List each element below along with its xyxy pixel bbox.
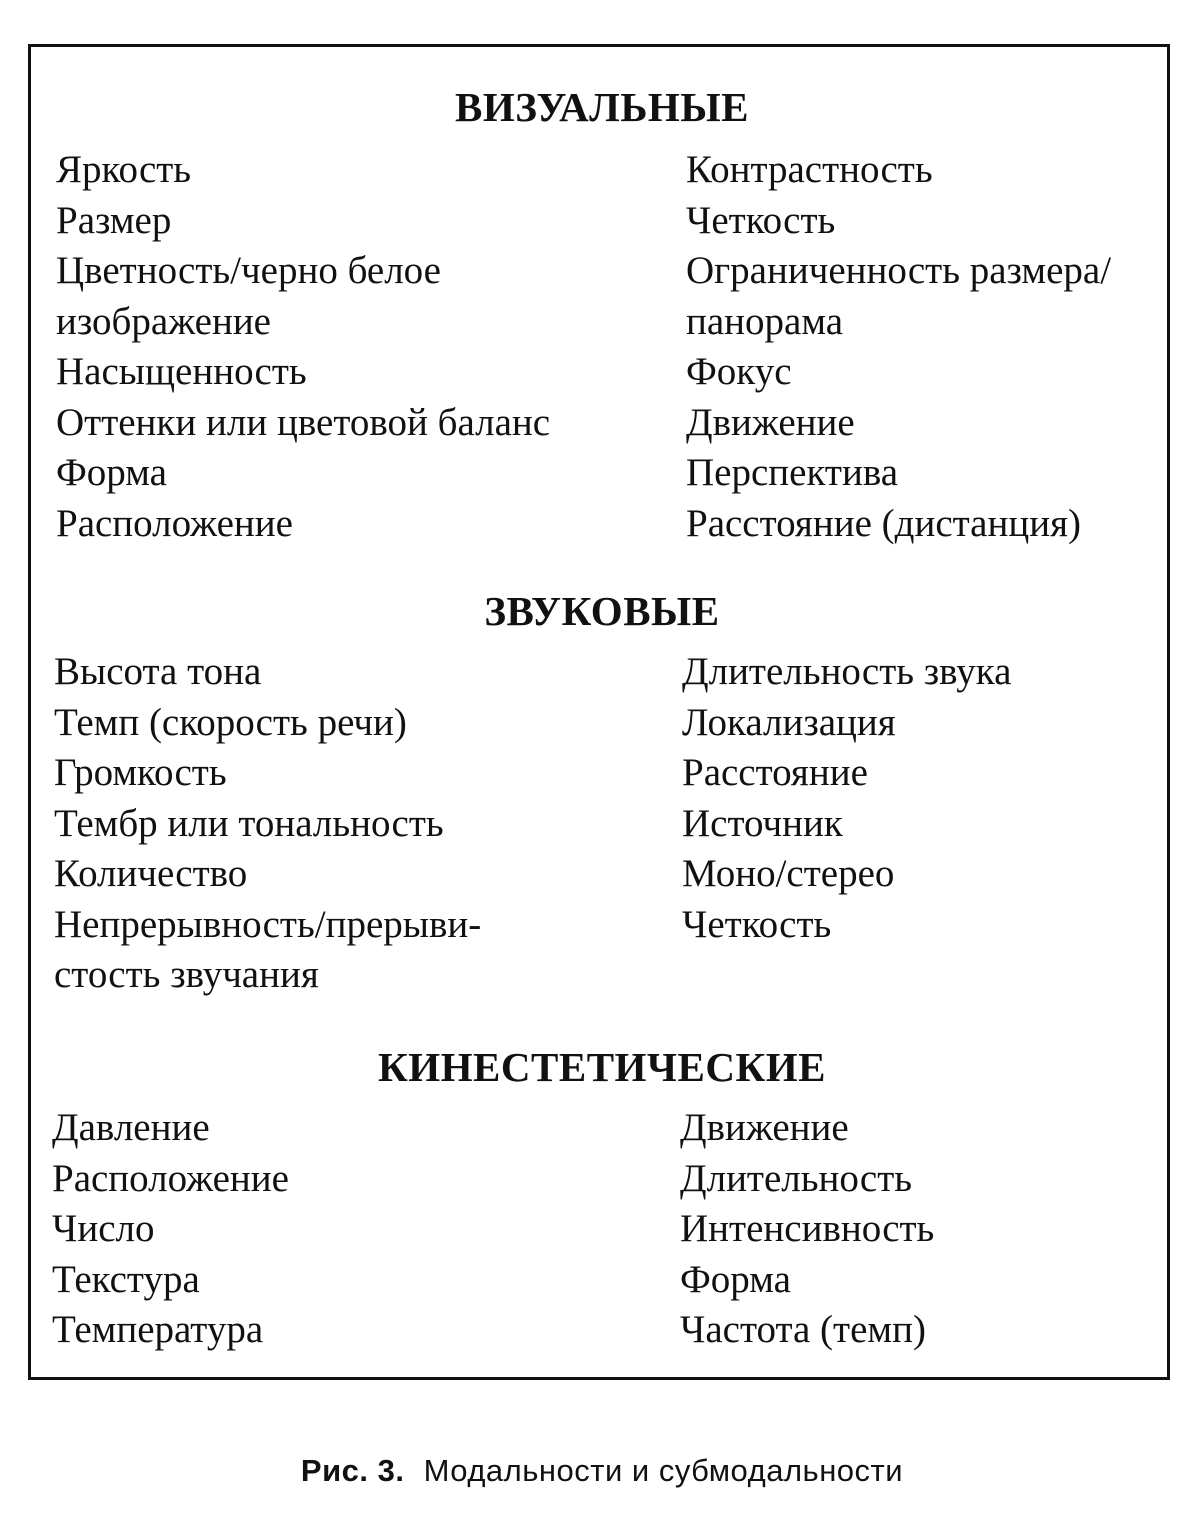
figure-frame bbox=[28, 44, 1170, 1380]
kinesthetic-right-item: Форма bbox=[680, 1257, 791, 1301]
kinesthetic-left-item: Число bbox=[52, 1207, 155, 1250]
visual-left-item: изображение bbox=[56, 299, 271, 343]
auditory-right-item: Длительность звука bbox=[682, 650, 1012, 693]
auditory-left-item: Высота тона bbox=[54, 650, 262, 693]
caption-label: Рис. 3. bbox=[300, 1453, 405, 1488]
auditory-left-item: Темп (скорость речи) bbox=[54, 700, 407, 744]
auditory-left-item: Громкость bbox=[54, 751, 227, 794]
auditory-right-item: Расстояние bbox=[682, 751, 868, 794]
visual-right-list bbox=[686, 145, 1111, 549]
kinesthetic-left-item: Расположение bbox=[52, 1156, 289, 1200]
figure-caption bbox=[0, 1453, 1204, 1489]
visual-left-item: Размер bbox=[56, 198, 172, 242]
visual-left-item: Насыщенность bbox=[56, 350, 307, 393]
kinesthetic-left-item: Температура bbox=[52, 1308, 264, 1351]
auditory-left-item: Непрерывность/прерыви- bbox=[54, 902, 482, 946]
visual-left-item: Яркость bbox=[56, 148, 192, 191]
auditory-left-item: Количество bbox=[54, 852, 248, 895]
visual-right-item: Перспектива bbox=[686, 451, 899, 494]
visual-right-item: Движение bbox=[686, 400, 855, 444]
kinesthetic-left-list bbox=[52, 1103, 289, 1356]
kinesthetic-right-item: Интенсивность bbox=[680, 1207, 935, 1250]
kinesthetic-left-item: Давление bbox=[52, 1106, 210, 1149]
auditory-right-list bbox=[682, 647, 1011, 950]
kinesthetic-right-item: Движение bbox=[680, 1106, 849, 1149]
kinesthetic-right-item: Длительность bbox=[680, 1156, 913, 1200]
visual-left-item: Цветность/черно белое bbox=[56, 249, 441, 292]
section-title-visual: ВИЗУАЛЬНЫЕ bbox=[455, 84, 749, 130]
auditory-left-item: стость звучания bbox=[54, 953, 319, 996]
section-title-auditory: ЗВУКОВЫЕ bbox=[484, 588, 720, 634]
auditory-right-item: Четкость bbox=[682, 902, 832, 946]
auditory-right-item: Источник bbox=[682, 801, 843, 845]
visual-right-item: Расстояние (дистанция) bbox=[686, 501, 1082, 545]
section-title-kinesthetic: КИНЕСТЕТИЧЕСКИЕ bbox=[378, 1044, 826, 1090]
auditory-right-item: Локализация bbox=[682, 700, 896, 744]
auditory-left-item: Тембр или тональность bbox=[54, 801, 444, 845]
visual-left-item: Форма bbox=[56, 451, 167, 494]
visual-left-item: Оттенки или цветовой баланс bbox=[56, 400, 551, 444]
auditory-left-list bbox=[54, 647, 481, 1001]
visual-right-item: панорама bbox=[686, 299, 844, 343]
visual-left-list bbox=[56, 145, 550, 549]
kinesthetic-right-item: Частота (темп) bbox=[680, 1308, 926, 1351]
auditory-right-item: Моно/стерео bbox=[682, 852, 895, 895]
visual-left-item: Расположение bbox=[56, 501, 293, 545]
kinesthetic-left-item: Текстура bbox=[52, 1257, 200, 1301]
visual-right-item: Четкость bbox=[686, 198, 836, 242]
caption-text: Модальности и субмодальности bbox=[423, 1453, 904, 1488]
kinesthetic-right-list bbox=[680, 1103, 934, 1356]
visual-right-item: Ограниченность размера/ bbox=[686, 249, 1112, 292]
visual-right-item: Фокус bbox=[686, 350, 792, 393]
visual-right-item: Контрастность bbox=[686, 148, 933, 191]
